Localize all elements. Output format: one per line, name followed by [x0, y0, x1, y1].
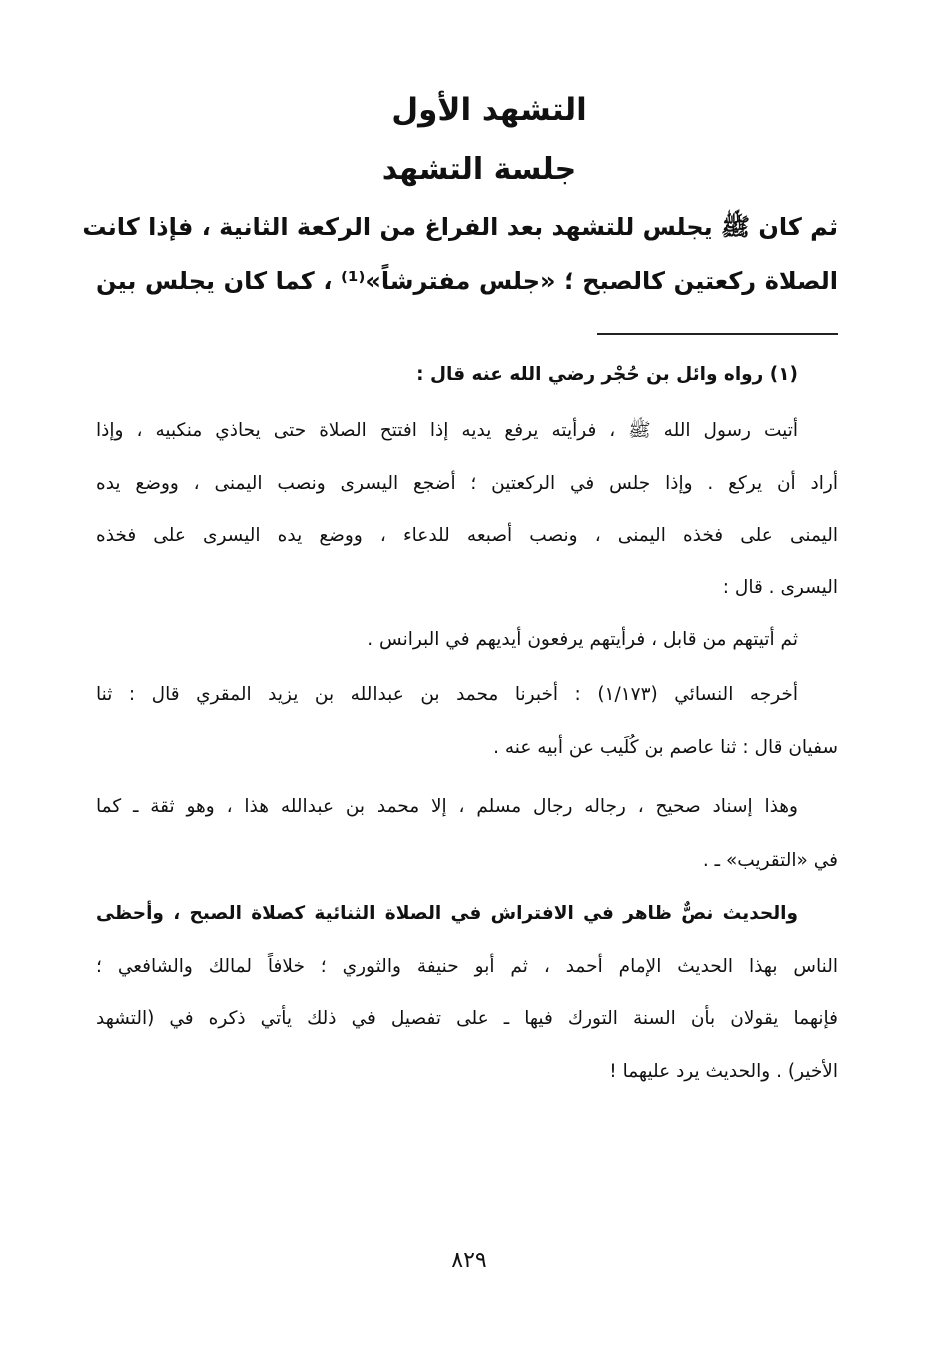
footnote-line: ثم أتيتهم من قابل ، فرأيتهم يرفعون أيديهم في البرانس . — [367, 629, 798, 650]
footnote-line: أخرجه النسائي (١/١٧٣) : أخبرنا محمد بن عبدالله بن يزيد المقري قال : ثنا — [96, 684, 798, 705]
footnote-line: وهذا إسناد صحيح ، رجاله رجال مسلم ، إلا محمد بن عبدالله هذا ، وهو ثقة ـ كما — [96, 796, 798, 817]
footnote-line: سفيان قال : ثنا عاصم بن كُلَيب عن أبيه عنه . — [493, 737, 838, 758]
footnote-line: (١) رواه وائل بن حُجْر رضي الله عنه قال : — [416, 364, 798, 385]
footnote-line: اليمنى على فخذه اليمنى ، ونصب أصبعه للدعاء ، ووضع يده اليسرى على فخذه — [96, 525, 838, 546]
footnote-line: أتيت رسول الله ﷺ ، فرأيته يرفع يديه إذا افتتح الصلاة حتى يحاذي منكبيه ، وإذا — [96, 420, 798, 441]
footnote-separator — [597, 333, 838, 335]
footnote-line: الأخير) . والحديث يرد عليهما ! — [609, 1061, 838, 1082]
main-text-line: الصلاة ركعتين كالصبح ؛ «جلس مفترشاً»⁽¹⁾ ، كما كان يجلس بين — [96, 267, 838, 295]
footnote-line: في «التقريب» ـ . — [702, 850, 838, 871]
footnote-line: أراد أن يركع . وإذا جلس في الركعتين ؛ أضجع اليسرى ونصب اليمنى ، ووضع يده — [96, 473, 838, 494]
page-number: ٨٢٩ — [451, 1248, 487, 1273]
main-text-line: ثم كان ﷺ يجلس للتشهد بعد الفراغ من الركعة الثانية ، فإذا كانت — [82, 213, 838, 241]
footnote-line: فإنهما يقولان بأن السنة التورك فيها ـ على تفصيل في ذلك يأتي ذكره في (التشهد — [96, 1008, 838, 1029]
section-subtitle: جلسة التشهد — [381, 152, 577, 187]
chapter-title: التشهد الأول — [391, 92, 587, 128]
footnote-line: اليسرى . قال : — [722, 577, 838, 598]
footnote-line: والحديث نصٌّ ظاهر في الافتراش في الصلاة الثنائية كصلاة الصبح ، وأحظى — [96, 903, 798, 924]
footnote-line: الناس بهذا الحديث الإمام أحمد ، ثم أبو حنيفة والثوري ؛ خلافاً لمالك والشافعي ؛ — [96, 956, 838, 977]
